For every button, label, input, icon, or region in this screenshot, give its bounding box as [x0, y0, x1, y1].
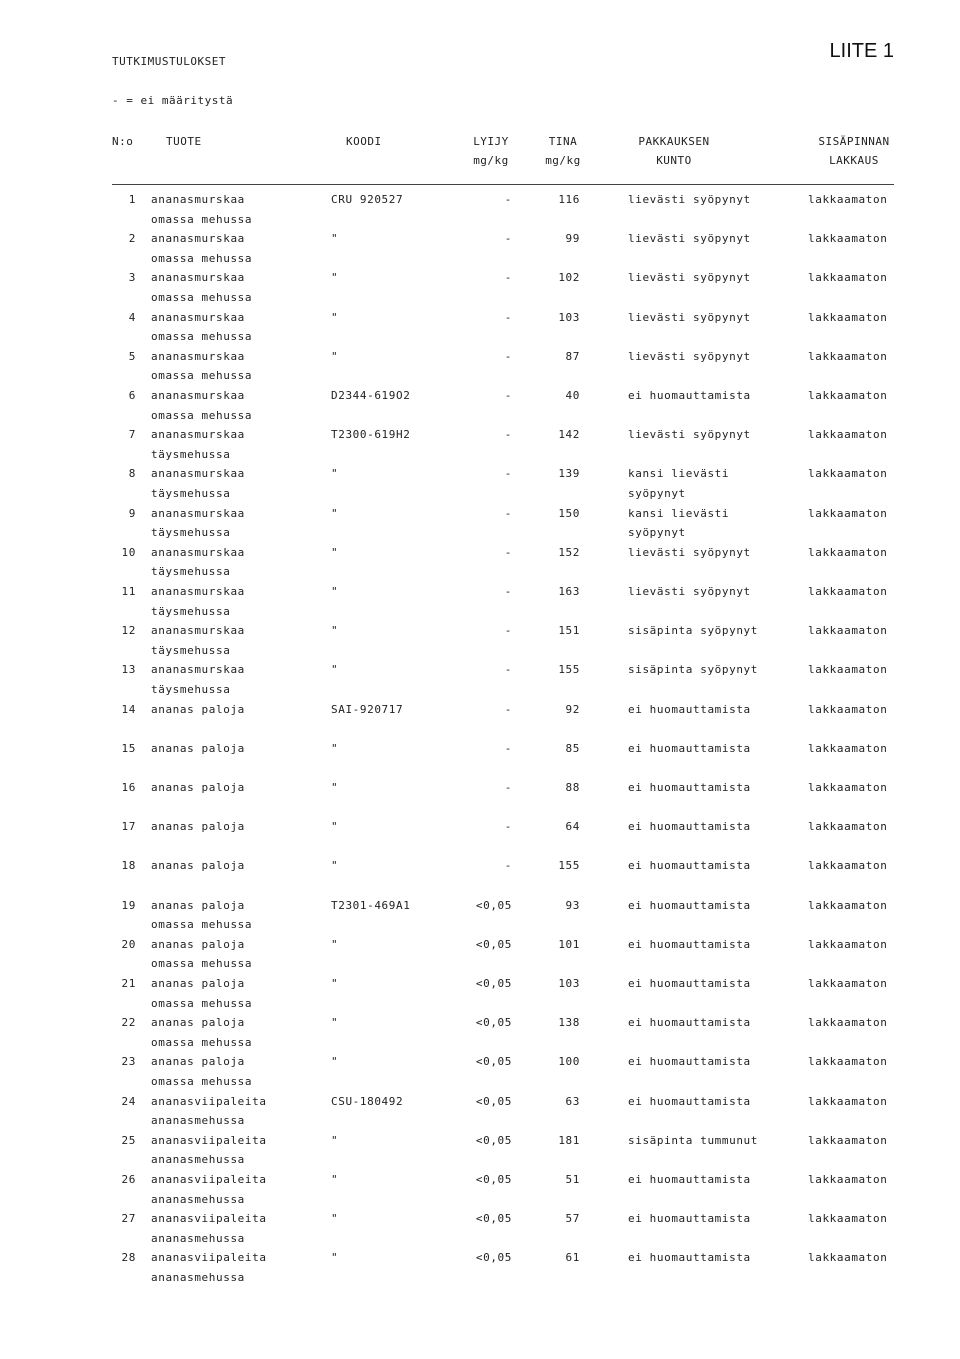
product-name: ananas paloja [151, 1016, 245, 1030]
tin-value: 103 [558, 310, 580, 324]
inner-lacquer: lakkaamaton [808, 232, 888, 246]
tin-value: 100 [558, 1055, 580, 1069]
lead-value: <0,05 [475, 898, 512, 912]
product-name: omassa mehussa [151, 408, 253, 422]
product-code: CRU 920527 [331, 193, 404, 206]
package-condition: lievästi syöpynyt [628, 193, 751, 206]
lead-value: - [504, 193, 512, 206]
lead-value: - [504, 585, 512, 598]
product-name: omassa mehussa [151, 212, 253, 226]
product-name: täysmehussa [151, 526, 231, 540]
product-code: " [331, 1173, 339, 1186]
column-header-no: N:o [112, 135, 134, 148]
lead-value: <0,05 [475, 977, 512, 990]
product-name: ananasmurskaa [151, 193, 245, 206]
lead-value: - [504, 428, 512, 442]
tin-value: 151 [558, 624, 580, 638]
product-code: " [331, 781, 339, 794]
lead-value: - [504, 820, 512, 834]
inner-lacquer: lakkaamaton [808, 1055, 888, 1069]
lead-value: <0,05 [475, 937, 512, 951]
package-condition: ei huomauttamista [628, 1016, 751, 1030]
product-code: D2344-619O2 [331, 389, 411, 402]
package-condition: ei huomauttamista [628, 1055, 751, 1069]
lead-value: - [504, 271, 512, 285]
inner-lacquer: lakkaamaton [808, 741, 888, 755]
product-name: ananas paloja [151, 937, 245, 951]
tin-value: 85 [565, 741, 580, 755]
lead-value: - [504, 624, 512, 638]
inner-lacquer: lakkaamaton [808, 428, 888, 442]
inner-lacquer: lakkaamaton [808, 624, 888, 638]
product-name: ananasmurskaa [151, 389, 245, 402]
product-name: ananas paloja [151, 702, 245, 716]
product-name: täysmehussa [151, 604, 231, 618]
inner-lacquer: lakkaamaton [808, 1133, 888, 1147]
lead-value: - [504, 310, 512, 324]
product-name: ananasmurskaa [151, 428, 245, 442]
product-name: täysmehussa [151, 486, 231, 500]
row-number: 3 [128, 271, 136, 285]
row-number: 26 [121, 1173, 136, 1186]
row-number: 23 [121, 1055, 136, 1069]
row-number: 11 [121, 585, 136, 598]
package-condition: ei huomauttamista [628, 1094, 751, 1108]
inner-lacquer: lakkaamaton [808, 1212, 888, 1226]
product-name: omassa mehussa [151, 330, 253, 344]
inner-lacquer: lakkaamaton [808, 467, 888, 481]
row-number: 21 [121, 977, 136, 990]
product-code: " [331, 1016, 339, 1030]
product-name: täysmehussa [151, 565, 231, 579]
package-condition: ei huomauttamista [628, 820, 751, 834]
column-header-kunto: PAKKAUKSEN KUNTO [638, 135, 710, 167]
product-name: ananas paloja [151, 1055, 245, 1069]
product-name: ananasmurskaa [151, 467, 245, 481]
product-code: T2301-469A1 [331, 898, 411, 912]
row-number: 22 [121, 1016, 136, 1030]
product-code: " [331, 349, 339, 363]
appendix-label: LIITE 1 [829, 40, 894, 62]
tin-value: 99 [565, 232, 580, 246]
product-name: ananasmehussa [151, 1114, 245, 1128]
row-number: 2 [128, 232, 136, 246]
row-number: 8 [128, 467, 136, 481]
row-number: 16 [121, 781, 136, 794]
lead-value: <0,05 [475, 1133, 512, 1147]
product-name: ananasmurskaa [151, 506, 245, 520]
tin-value: 61 [565, 1251, 580, 1265]
inner-lacquer: lakkaamaton [808, 820, 888, 834]
package-condition: ei huomauttamista [628, 977, 751, 990]
product-name: ananas paloja [151, 898, 245, 912]
package-condition: ei huomauttamista [628, 702, 751, 716]
row-number: 4 [128, 310, 136, 324]
product-code: " [331, 859, 339, 873]
package-condition: ei huomauttamista [628, 1251, 751, 1265]
package-condition: lievästi syöpynyt [628, 232, 751, 246]
product-code: " [331, 663, 339, 677]
lead-value: <0,05 [475, 1251, 512, 1265]
product-code: " [331, 467, 339, 481]
product-name: ananasviipaleita [151, 1094, 267, 1108]
row-number: 25 [121, 1133, 136, 1147]
lead-value: <0,05 [475, 1094, 512, 1108]
product-name: omassa mehussa [151, 1074, 253, 1088]
product-name: ananasmurskaa [151, 624, 245, 638]
product-name: täysmehussa [151, 447, 231, 461]
lead-value: - [504, 232, 512, 246]
lead-value: - [504, 702, 512, 716]
product-name: ananasmurskaa [151, 271, 245, 285]
row-number: 18 [121, 859, 136, 873]
lead-value: - [504, 663, 512, 677]
tin-value: 155 [558, 859, 580, 873]
product-name: ananasviipaleita [151, 1173, 267, 1186]
lead-value: - [504, 349, 512, 363]
tin-value: 163 [558, 585, 580, 598]
product-name: ananas paloja [151, 781, 245, 794]
lead-value: - [504, 781, 512, 794]
tin-value: 51 [565, 1173, 580, 1186]
product-name: omassa mehussa [151, 290, 253, 304]
row-number: 19 [121, 898, 136, 912]
package-condition: lievästi syöpynyt [628, 349, 751, 363]
product-code: " [331, 624, 339, 638]
product-name: ananasmehussa [151, 1153, 245, 1167]
lead-value: <0,05 [475, 1212, 512, 1226]
inner-lacquer: lakkaamaton [808, 349, 888, 363]
product-code: " [331, 1212, 339, 1226]
tin-value: 64 [565, 820, 580, 834]
tin-value: 102 [558, 271, 580, 285]
product-code: " [331, 545, 339, 559]
tin-value: 63 [565, 1094, 580, 1108]
product-name: ananasmurskaa [151, 545, 245, 559]
package-condition: kansi lievästi [628, 506, 730, 520]
product-name: ananas paloja [151, 977, 245, 990]
lead-value: - [504, 506, 512, 520]
package-condition: kansi lievästi [628, 467, 730, 481]
package-condition: syöpynyt [628, 486, 686, 500]
product-name: ananasmehussa [151, 1192, 245, 1206]
tin-value: 87 [565, 349, 580, 363]
lead-value: - [504, 859, 512, 873]
product-code: " [331, 585, 339, 598]
product-name: omassa mehussa [151, 369, 253, 383]
row-number: 14 [121, 702, 136, 716]
product-name: täysmehussa [151, 682, 231, 696]
lead-value: <0,05 [475, 1055, 512, 1069]
inner-lacquer: lakkaamaton [808, 506, 888, 520]
tin-value: 138 [558, 1016, 580, 1030]
column-header-tina: TINA mg/kg [545, 135, 581, 167]
row-number: 5 [128, 349, 136, 363]
legend-note: - = ei määritystä [112, 94, 234, 107]
product-name: ananas paloja [151, 859, 245, 873]
product-code: " [331, 820, 339, 834]
tin-value: 40 [565, 389, 580, 402]
package-condition: lievästi syöpynyt [628, 271, 751, 285]
inner-lacquer: lakkaamaton [808, 389, 888, 402]
product-name: täysmehussa [151, 643, 231, 657]
product-code: " [331, 1133, 339, 1147]
row-number: 12 [121, 624, 136, 638]
product-name: omassa mehussa [151, 1035, 253, 1049]
lead-value: - [504, 545, 512, 559]
package-condition: sisäpinta syöpynyt [628, 663, 759, 677]
inner-lacquer: lakkaamaton [808, 702, 888, 716]
row-number: 7 [128, 428, 136, 442]
product-code: " [331, 937, 339, 951]
row-number: 20 [121, 937, 136, 951]
product-name: ananasmurskaa [151, 585, 245, 598]
package-condition: lievästi syöpynyt [628, 310, 751, 324]
package-condition: lievästi syöpynyt [628, 428, 751, 442]
tin-value: 142 [558, 428, 580, 442]
product-name: ananasmurskaa [151, 349, 245, 363]
inner-lacquer: lakkaamaton [808, 1251, 888, 1265]
inner-lacquer: lakkaamaton [808, 1094, 888, 1108]
column-header-lakkaus: SISÄPINNAN LAKKAUS [818, 135, 890, 167]
inner-lacquer: lakkaamaton [808, 663, 888, 677]
product-name: ananasmehussa [151, 1270, 245, 1284]
inner-lacquer: lakkaamaton [808, 977, 888, 990]
tin-value: 150 [558, 506, 580, 520]
tin-value: 101 [558, 937, 580, 951]
product-code: " [331, 232, 339, 246]
package-condition: sisäpinta tummunut [628, 1133, 759, 1147]
row-number: 9 [128, 506, 136, 520]
row-number: 13 [121, 663, 136, 677]
inner-lacquer: lakkaamaton [808, 585, 888, 598]
product-name: ananasviipaleita [151, 1133, 267, 1147]
lead-value: - [504, 741, 512, 755]
tin-value: 116 [558, 193, 580, 206]
inner-lacquer: lakkaamaton [808, 781, 888, 794]
product-code: CSU-180492 [331, 1094, 404, 1108]
product-name: ananasviipaleita [151, 1212, 267, 1226]
inner-lacquer: lakkaamaton [808, 193, 888, 206]
inner-lacquer: lakkaamaton [808, 859, 888, 873]
row-number: 10 [121, 545, 136, 559]
inner-lacquer: lakkaamaton [808, 310, 888, 324]
inner-lacquer: lakkaamaton [808, 898, 888, 912]
package-condition: ei huomauttamista [628, 741, 751, 755]
product-name: ananasviipaleita [151, 1251, 267, 1265]
product-name: omassa mehussa [151, 918, 253, 932]
row-number: 24 [121, 1094, 136, 1108]
tin-value: 103 [558, 977, 580, 990]
lead-value: - [504, 389, 512, 402]
package-condition: ei huomauttamista [628, 1173, 751, 1186]
product-code: " [331, 977, 339, 990]
product-code: T2300-619H2 [331, 428, 411, 442]
tin-value: 181 [558, 1133, 580, 1147]
product-code: " [331, 741, 339, 755]
product-name: omassa mehussa [151, 996, 253, 1010]
product-name: ananasmurskaa [151, 310, 245, 324]
product-name: ananasmurskaa [151, 663, 245, 677]
tin-value: 92 [565, 702, 580, 716]
package-condition: ei huomauttamista [628, 781, 751, 794]
product-code: " [331, 310, 339, 324]
tin-value: 88 [565, 781, 580, 794]
product-name: ananas paloja [151, 741, 245, 755]
lead-value: - [504, 467, 512, 481]
tin-value: 155 [558, 663, 580, 677]
column-header-koodi: KOODI [346, 135, 382, 148]
lead-value: <0,05 [475, 1016, 512, 1030]
lead-value: <0,05 [475, 1173, 512, 1186]
row-number: 1 [128, 193, 136, 206]
row-number: 17 [121, 820, 136, 834]
package-condition: ei huomauttamista [628, 898, 751, 912]
tin-value: 139 [558, 467, 580, 481]
header-divider [112, 184, 894, 185]
package-condition: ei huomauttamista [628, 1212, 751, 1226]
row-number: 6 [128, 389, 136, 402]
package-condition: lievästi syöpynyt [628, 545, 751, 559]
inner-lacquer: lakkaamaton [808, 271, 888, 285]
tin-value: 152 [558, 545, 580, 559]
product-name: ananasmehussa [151, 1231, 245, 1245]
inner-lacquer: lakkaamaton [808, 937, 888, 951]
product-code: " [331, 1055, 339, 1069]
product-code: " [331, 1251, 339, 1265]
inner-lacquer: lakkaamaton [808, 1016, 888, 1030]
column-header-lyijy: LYIJY mg/kg [473, 135, 509, 167]
column-header-tuote: TUOTE [166, 135, 202, 148]
row-number: 28 [121, 1251, 136, 1265]
row-number: 27 [121, 1212, 136, 1226]
package-condition: sisäpinta syöpynyt [628, 624, 759, 638]
inner-lacquer: lakkaamaton [808, 1173, 888, 1186]
tin-value: 57 [565, 1212, 580, 1226]
package-condition: lievästi syöpynyt [628, 585, 751, 598]
document-title: TUTKIMUSTULOKSET [112, 55, 226, 68]
product-name: ananas paloja [151, 820, 245, 834]
row-number: 15 [121, 741, 136, 755]
package-condition: ei huomauttamista [628, 389, 751, 402]
package-condition: ei huomauttamista [628, 937, 751, 951]
package-condition: syöpynyt [628, 526, 686, 540]
product-name: omassa mehussa [151, 251, 253, 265]
product-code: " [331, 271, 339, 285]
product-code: " [331, 506, 339, 520]
product-code: SAI-920717 [331, 702, 404, 716]
inner-lacquer: lakkaamaton [808, 545, 888, 559]
package-condition: ei huomauttamista [628, 859, 751, 873]
product-name: ananasmurskaa [151, 232, 245, 246]
product-name: omassa mehussa [151, 957, 253, 971]
tin-value: 93 [565, 898, 580, 912]
